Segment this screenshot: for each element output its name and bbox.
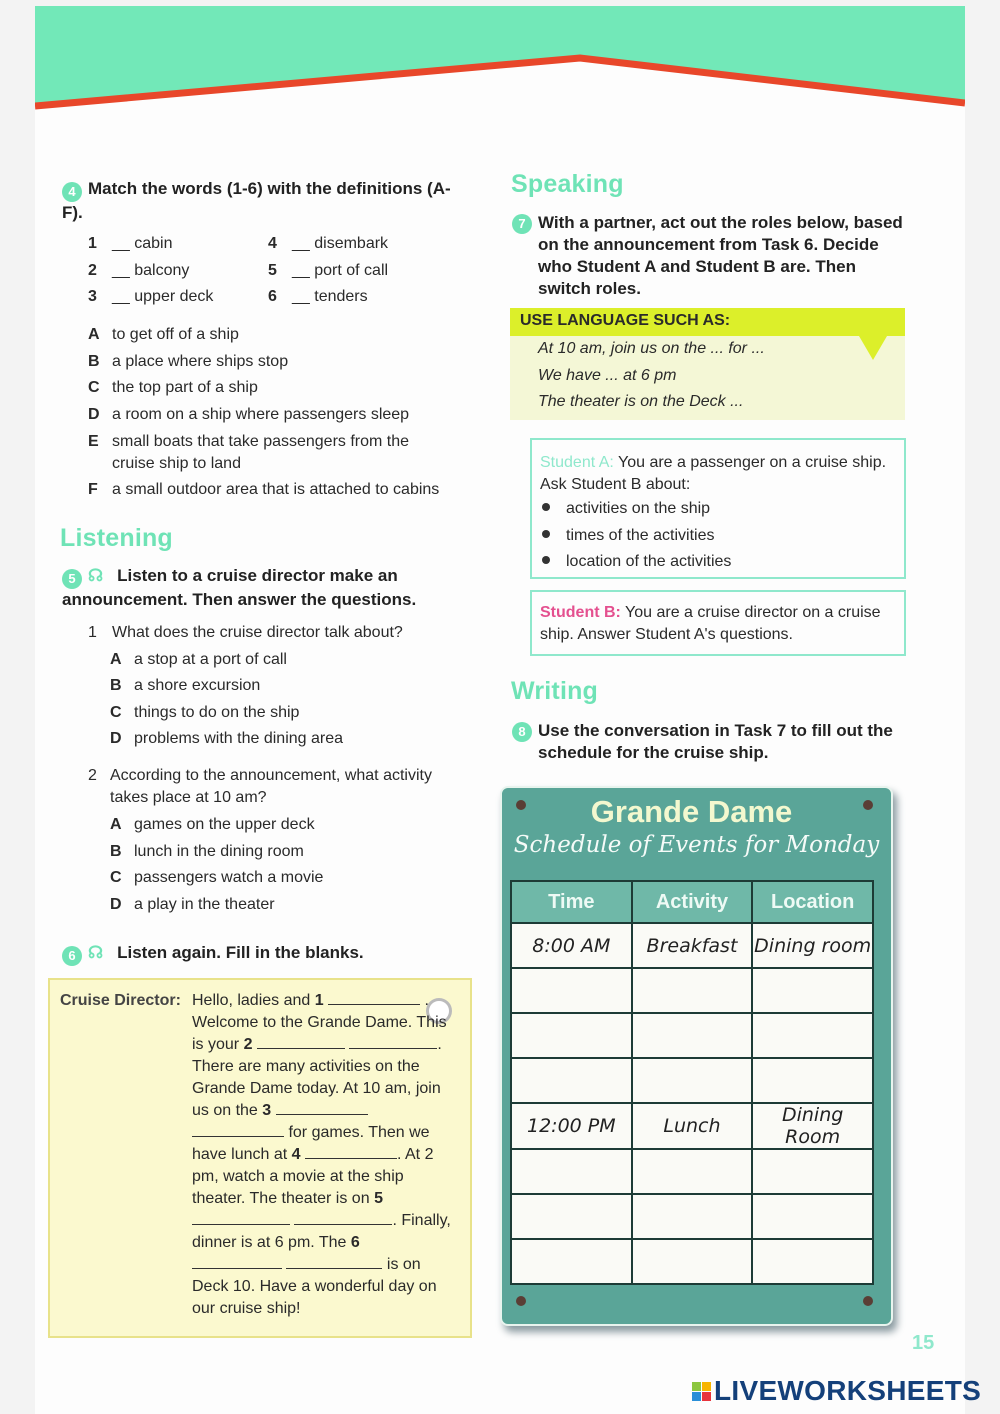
- blank-5[interactable]: [192, 1211, 290, 1225]
- definition-item: [88, 428, 438, 477]
- word-number: 5: [268, 261, 277, 279]
- bullet-item: [540, 496, 896, 523]
- phrase: We have ... at 6 pm: [538, 366, 677, 384]
- blank-3b[interactable]: [192, 1123, 284, 1137]
- definition-item: [88, 322, 468, 349]
- word-item[interactable]: [88, 231, 288, 258]
- answer-option[interactable]: [110, 865, 468, 892]
- definition-letter: D: [88, 405, 100, 423]
- column-header: Location: [752, 881, 873, 923]
- word-item[interactable]: [268, 231, 468, 258]
- option-text: games on the upper deck: [134, 816, 315, 833]
- blank-3[interactable]: [276, 1101, 368, 1115]
- blank-number: 2: [243, 1036, 253, 1053]
- text: is on Deck 10. Have a wonderful day on our cruise ship!: [192, 1256, 437, 1317]
- definition-item: [88, 477, 468, 504]
- option-letter: B: [110, 677, 122, 694]
- instruction-text: Listen again. Fill in the blanks.: [117, 943, 364, 962]
- question-2: [88, 765, 468, 918]
- definition-text: the top part of a ship: [112, 379, 258, 396]
- definition-text: to get off of a ship: [112, 326, 239, 343]
- table-row: [511, 1013, 873, 1058]
- answer-option[interactable]: [110, 812, 468, 839]
- speech-pointer-icon: [859, 336, 887, 360]
- word-number: 6: [268, 288, 277, 305]
- word-list-1: [88, 231, 288, 311]
- blank-2[interactable]: [257, 1035, 345, 1049]
- question-text: What does the cruise director talk about?: [112, 624, 403, 641]
- option-letter: A: [110, 650, 122, 668]
- location-cell[interactable]: [752, 968, 873, 1013]
- answer-option[interactable]: [110, 892, 468, 919]
- page-number: 15: [912, 1332, 935, 1354]
- location-cell[interactable]: [752, 1239, 873, 1284]
- headphones-icon[interactable]: ☊: [88, 943, 104, 962]
- text: . Finally, dinner is at 6 pm. The: [192, 1212, 451, 1251]
- definition-text: small boats that take passengers from the cruise ship to land: [112, 433, 410, 472]
- blank-6b[interactable]: [286, 1255, 382, 1269]
- definition-letter: E: [88, 433, 99, 450]
- word-number: 1: [88, 235, 97, 252]
- option-text: passengers watch a movie: [134, 869, 324, 886]
- definition-text: a small outdoor area that is attached to cabins: [112, 481, 440, 498]
- question-1: [88, 620, 468, 753]
- task6-instruction: [62, 942, 462, 966]
- instruction-text: Match the words (1-6) with the definitions (A-F).: [62, 179, 451, 222]
- time-cell[interactable]: 8:00 AM: [511, 923, 632, 968]
- definition-item: [88, 375, 468, 402]
- blank-4[interactable]: [305, 1145, 397, 1159]
- definition-text: a room on a ship where passengers sleep: [112, 405, 410, 423]
- word-item[interactable]: [88, 284, 288, 311]
- phrase: The theater is on the Deck ...: [538, 393, 744, 410]
- task5-instruction: [62, 565, 462, 611]
- time-cell[interactable]: 12:00 PM: [511, 1103, 632, 1149]
- instruction-text: Listen to a cruise director make an announcement. Then answer the questions.: [62, 566, 417, 609]
- answer-option[interactable]: [110, 673, 468, 700]
- word: __ cabin: [112, 235, 173, 252]
- listening-heading: Listening: [60, 524, 173, 552]
- activity-cell[interactable]: [632, 1013, 753, 1058]
- logo-icon: [692, 1382, 711, 1401]
- option-letter: A: [110, 816, 122, 833]
- table-row: [511, 1058, 873, 1103]
- blank-number: 1: [314, 992, 324, 1009]
- option-text: things to do on the ship: [134, 703, 300, 721]
- location-cell[interactable]: [752, 1013, 873, 1058]
- bullet-icon: [542, 530, 550, 538]
- logo-text: LIVEWORKSHEETS: [714, 1375, 982, 1406]
- option-text: lunch in the dining room: [134, 842, 304, 860]
- screw-icon: [863, 800, 873, 810]
- announcement-text: Hello, ladies and 1 . Welcome to the Grande Dame. This is your 2 . There are many activities on the Grande Dame today. At 10 am, join us on the 3 for games. Then we have lunch at 4 . At 2 pm, watch a movie at the ship theater. The theater is on 5 . Finally, dinner is at 6 pm. The 6 is on Deck 10. Have a wonderful day on our cruise ship!: [192, 992, 451, 1317]
- definition-item: [88, 402, 468, 429]
- writing-heading: Writing: [511, 677, 599, 705]
- word-number: 3: [88, 288, 97, 305]
- blank-number: 5: [374, 1190, 383, 1207]
- blank-number: 6: [350, 1234, 360, 1251]
- word-number: 4: [268, 235, 277, 252]
- bullet-item: [540, 549, 896, 576]
- schedule-table: [510, 880, 874, 1285]
- schedule-subtitle: Schedule of Events for Monday: [513, 832, 880, 858]
- activity-cell[interactable]: [632, 968, 753, 1013]
- activity-cell[interactable]: Lunch: [632, 1103, 753, 1149]
- bullet-item: [540, 523, 896, 550]
- table-row: [511, 968, 873, 1013]
- schedule-table-wrap: [510, 880, 874, 1285]
- table-row: [511, 923, 873, 968]
- time-cell[interactable]: [511, 1149, 632, 1194]
- definition-letter: A: [88, 326, 100, 343]
- answer-option[interactable]: [110, 700, 468, 727]
- table-row: [511, 1149, 873, 1194]
- speaker-label: Cruise Director:: [60, 992, 181, 1009]
- option-letter: C: [110, 869, 122, 886]
- cruise-director-card: [48, 978, 472, 1338]
- option-letter: D: [110, 730, 122, 747]
- language-box-title: USE LANGUAGE SUCH AS:: [510, 308, 905, 336]
- definition-text: a place where ships stop: [112, 352, 289, 370]
- activity-cell[interactable]: [632, 1239, 753, 1284]
- activity-cell[interactable]: [632, 1058, 753, 1103]
- word: __ tenders: [292, 288, 368, 305]
- speaking-heading: Speaking: [511, 170, 624, 198]
- task-number-badge: 5: [62, 569, 82, 589]
- task-number-badge: 8: [512, 722, 532, 742]
- answer-option[interactable]: [110, 726, 468, 753]
- task4-instruction: [62, 178, 462, 224]
- bullet-icon: [542, 556, 550, 564]
- word-item[interactable]: [88, 258, 288, 285]
- location-cell[interactable]: [752, 1194, 873, 1239]
- task-number-badge: 4: [62, 182, 82, 202]
- text: . There are many activities on the Grande Dame today. At 10 am, join us on the: [192, 1036, 442, 1119]
- bullet-text: location of the activities: [566, 553, 732, 570]
- bullet-icon: [542, 503, 550, 511]
- definitions-list: [88, 322, 468, 504]
- column-header: Activity: [632, 881, 753, 923]
- word-list-2: [268, 231, 468, 311]
- word: __ upper deck: [112, 288, 214, 305]
- question-text: According to the announcement, what activity takes place at 10 am?: [110, 767, 432, 806]
- time-cell[interactable]: [511, 1194, 632, 1239]
- text: for games. Then we have lunch at: [192, 1124, 430, 1163]
- student-b-card: [530, 590, 906, 656]
- time-cell[interactable]: [511, 1013, 632, 1058]
- schedule-board: [500, 786, 893, 1326]
- option-text: a shore excursion: [134, 677, 261, 694]
- table-row: [511, 1239, 873, 1284]
- location-cell[interactable]: [752, 1149, 873, 1194]
- table-header-row: [511, 881, 873, 923]
- screw-icon: [863, 1296, 873, 1306]
- student-a-label: Student A:: [540, 454, 614, 471]
- liveworksheets-logo: [692, 1375, 981, 1407]
- task7-instruction: [512, 212, 907, 300]
- location-cell[interactable]: Dining Room: [752, 1103, 873, 1149]
- definition-letter: C: [88, 379, 100, 396]
- word-item[interactable]: [268, 258, 468, 285]
- blank-6[interactable]: [192, 1255, 282, 1269]
- table-row: [511, 1103, 873, 1149]
- student-a-card: [530, 438, 906, 579]
- word-number: 2: [88, 261, 97, 279]
- option-text: a play in the theater: [134, 895, 275, 913]
- screw-icon: [516, 800, 526, 810]
- question-number: 2: [88, 767, 97, 784]
- blank-number: 4: [291, 1146, 301, 1163]
- text: Welcome to the Grande Dame. This is your: [192, 1014, 447, 1053]
- headphones-icon[interactable]: ☊: [88, 566, 104, 585]
- word: __ port of call: [292, 261, 389, 279]
- phrase: At 10 am, join us on the ... for ...: [538, 340, 765, 357]
- screw-icon: [516, 1296, 526, 1306]
- schedule-title: Grande Dame: [590, 794, 793, 829]
- task8-instruction: [512, 720, 902, 764]
- question-number: 1: [88, 624, 97, 641]
- option-letter: B: [110, 842, 122, 860]
- text: Hello, ladies and: [192, 992, 311, 1009]
- word-item[interactable]: [268, 284, 468, 311]
- task-number-badge: 6: [62, 946, 82, 966]
- activity-cell[interactable]: [632, 1149, 753, 1194]
- language-box: [510, 308, 905, 420]
- definition-letter: F: [88, 481, 98, 498]
- time-cell[interactable]: [511, 1239, 632, 1284]
- time-cell[interactable]: [511, 1058, 632, 1103]
- definition-item: [88, 349, 468, 376]
- option-text: a stop at a port of call: [134, 650, 287, 668]
- time-cell[interactable]: [511, 968, 632, 1013]
- blank-2b[interactable]: [349, 1035, 437, 1049]
- instruction-text: Use the conversation in Task 7 to fill out the schedule for the cruise ship.: [538, 721, 893, 762]
- option-letter: D: [110, 895, 122, 913]
- text: . At 2 pm, watch a movie at the ship theater. The theater is on: [192, 1146, 434, 1207]
- activity-cell[interactable]: Breakfast: [632, 923, 753, 968]
- instruction-text: With a partner, act out the roles below, based on the announcement from Task 6. Decide who Student A and Student B are. Then switch roles.: [538, 213, 903, 298]
- header-banner: [35, 6, 965, 116]
- location-cell[interactable]: [752, 1058, 873, 1103]
- answer-option[interactable]: [110, 647, 468, 674]
- student-a-text: You are a passenger on a cruise ship. Ask Student B about:: [540, 454, 887, 493]
- blank-1[interactable]: [328, 991, 420, 1005]
- location-cell[interactable]: Dining room: [752, 923, 873, 968]
- column-header: Time: [511, 881, 632, 923]
- word: __ disembark: [292, 235, 389, 252]
- word: __ balcony: [112, 261, 190, 279]
- option-text: problems with the dining area: [134, 730, 344, 747]
- answer-option[interactable]: [110, 839, 468, 866]
- blank-5b[interactable]: [294, 1211, 392, 1225]
- activity-cell[interactable]: [632, 1194, 753, 1239]
- student-b-text: You are a cruise director on a cruise ship. Answer Student A's questions.: [540, 604, 881, 643]
- blank-number: 3: [262, 1102, 272, 1119]
- table-row: [511, 1194, 873, 1239]
- option-letter: C: [110, 703, 122, 721]
- bullet-text: activities on the ship: [566, 500, 711, 517]
- task-number-badge: 7: [512, 214, 532, 234]
- definition-letter: B: [88, 352, 100, 370]
- bullet-text: times of the activities: [566, 526, 715, 544]
- student-b-label: Student B:: [540, 604, 621, 621]
